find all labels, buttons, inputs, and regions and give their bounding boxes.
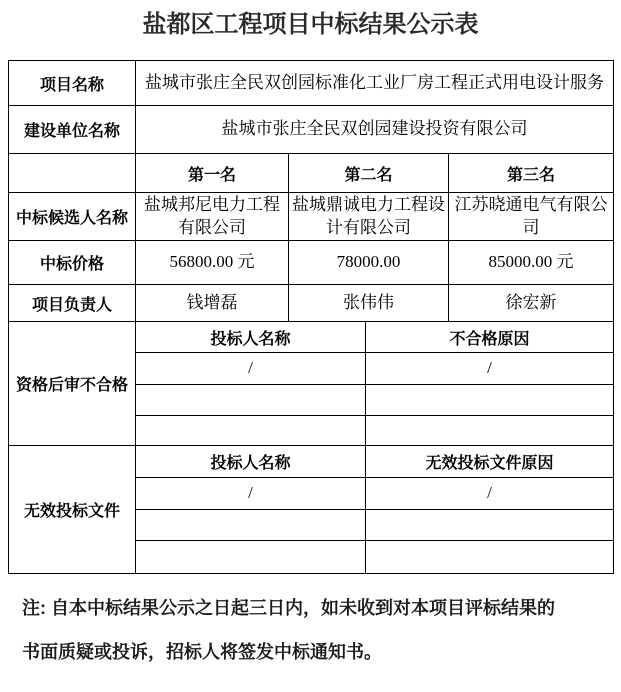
empty-cell [136, 416, 366, 446]
manager-row [9, 285, 614, 322]
invalid-reason-value: / [366, 478, 614, 510]
price-row [9, 241, 614, 285]
rank-header-row [9, 154, 614, 193]
rank-third-header: 第三名 [449, 154, 614, 193]
postqual-reason-header: 不合格原因 [366, 322, 614, 353]
bid-result-table [8, 60, 614, 574]
builder-value: 盐城市张庄全民双创园建设投资有限公司 [136, 106, 614, 154]
manager-third: 徐宏新 [449, 285, 614, 322]
price-first: 56800.00 元 [136, 241, 289, 285]
project-name-value: 盐城市张庄全民双创园标准化工业厂房工程正式用电设计服务 [136, 61, 614, 106]
manager-first: 钱增磊 [136, 285, 289, 322]
postqual-header-row [9, 322, 614, 353]
candidates-row [9, 193, 614, 241]
empty-cell [366, 510, 614, 541]
invalid-reason-header: 无效投标文件原因 [366, 446, 614, 478]
candidate-first: 盐城邦尼电力工程 有限公司 [136, 193, 289, 241]
invalid-header-row [9, 446, 614, 478]
rank-second-header: 第二名 [289, 154, 449, 193]
builder-label: 建设单位名称 [9, 106, 136, 154]
project-name-label: 项目名称 [9, 61, 136, 106]
postqual-bidder-value: / [136, 353, 366, 385]
empty-cell [366, 416, 614, 446]
empty-cell [366, 385, 614, 416]
candidate-third: 江苏晓通电气有限公 司 [449, 193, 614, 241]
manager-second: 张伟伟 [289, 285, 449, 322]
invalid-label: 无效投标文件 [9, 446, 136, 574]
candidate-second: 盐城鼎诚电力工程设 计有限公司 [289, 193, 449, 241]
price-third: 85000.00 元 [449, 241, 614, 285]
rank-first-header: 第一名 [136, 154, 289, 193]
builder-row [9, 106, 614, 154]
postqual-reason-value: / [366, 353, 614, 385]
empty-cell [9, 154, 136, 193]
invalid-bidder-value: / [136, 478, 366, 510]
postqual-bidder-header: 投标人名称 [136, 322, 366, 353]
empty-cell [136, 541, 366, 574]
price-second: 78000.00 [289, 241, 449, 285]
empty-cell [136, 510, 366, 541]
postqual-label: 资格后审不合格 [9, 322, 136, 446]
page-title: 盐都区工程项目中标结果公示表 [142, 11, 479, 38]
project-name-row [9, 61, 614, 106]
manager-label: 项目负责人 [9, 285, 136, 322]
invalid-bidder-header: 投标人名称 [136, 446, 366, 478]
empty-cell [366, 541, 614, 574]
footer-note: 注: 自本中标结果公示之日起三日内，如未收到对本项目评标结果的 书面质疑或投诉，招标人将签发中标通知书。 [22, 598, 555, 662]
candidates-label: 中标候选人名称 [9, 193, 136, 241]
price-label: 中标价格 [9, 241, 136, 285]
empty-cell [136, 385, 366, 416]
